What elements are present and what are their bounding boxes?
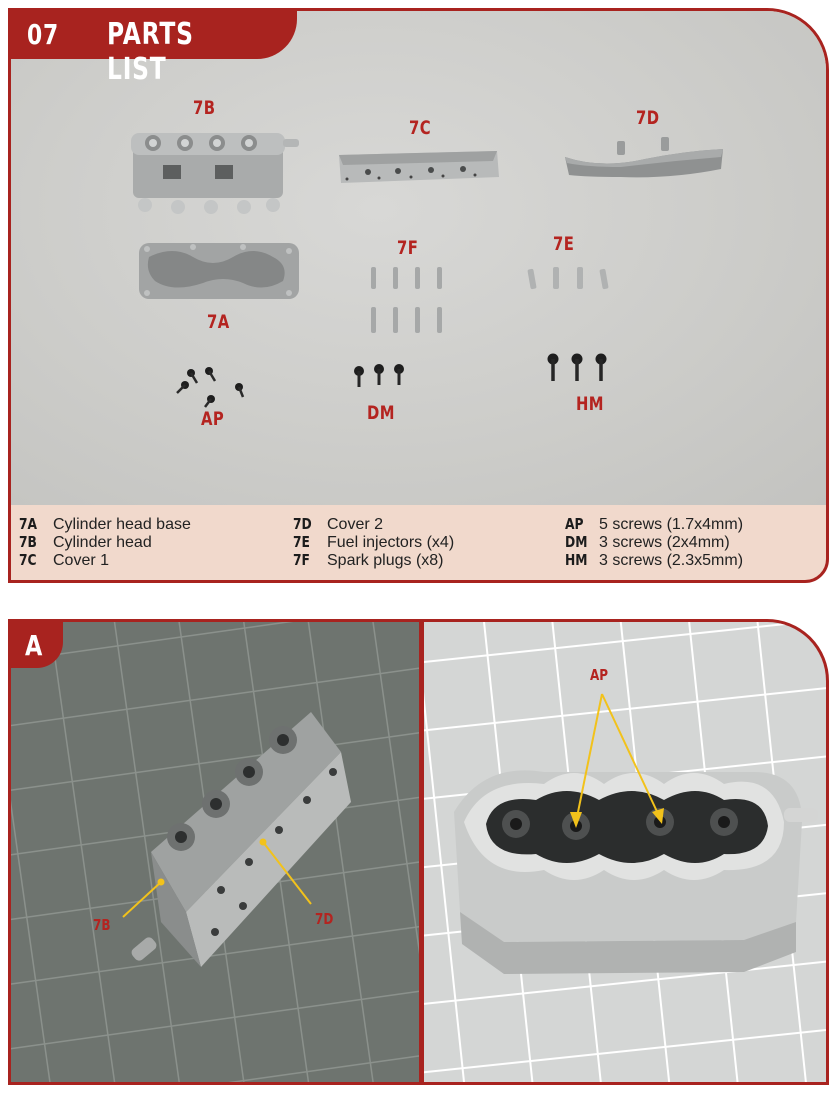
parts-list-panel xyxy=(8,8,829,583)
base-with-screws-image xyxy=(424,622,829,1082)
legend-code: DM xyxy=(565,533,588,551)
label-7e: 7E xyxy=(553,233,575,255)
legend-code: 7C xyxy=(19,551,37,569)
legend-name: Cylinder head base xyxy=(53,516,191,533)
part-7a-image xyxy=(133,235,305,307)
assembled-head-image xyxy=(11,622,419,1082)
page-header xyxy=(11,11,297,87)
step-a-right-photo xyxy=(424,622,829,1082)
legend-name: 3 screws (2x4mm) xyxy=(599,534,730,551)
step-letter: A xyxy=(25,629,43,662)
parts-legend xyxy=(11,505,826,583)
legend-name: 3 screws (2.3x5mm) xyxy=(599,552,744,569)
legend-item xyxy=(565,515,743,534)
legend-code: AP xyxy=(565,515,584,533)
legend-code: 7F xyxy=(293,551,310,569)
label-dm: DM xyxy=(367,402,395,424)
legend-item xyxy=(19,515,191,534)
part-dm-image xyxy=(349,363,409,393)
legend-code: 7E xyxy=(293,533,310,551)
legend-code: HM xyxy=(565,551,588,569)
label-7d: 7D xyxy=(636,107,660,129)
label-7b: 7B xyxy=(193,97,216,119)
label-7f: 7F xyxy=(397,237,419,259)
legend-item xyxy=(293,533,454,552)
legend-item xyxy=(19,551,109,570)
label-7c: 7C xyxy=(409,117,431,139)
callout-7d: 7D xyxy=(315,910,334,928)
legend-name: Cylinder head xyxy=(53,534,152,551)
legend-name: Cover 2 xyxy=(327,516,384,533)
part-ap-image xyxy=(171,363,251,413)
callout-7b: 7B xyxy=(93,916,111,934)
legend-code: 7A xyxy=(19,515,38,533)
legend-item xyxy=(293,515,383,534)
legend-name: Fuel injectors (x4) xyxy=(327,534,455,551)
legend-name: Cover 1 xyxy=(53,552,110,569)
legend-name: 5 screws (1.7x4mm) xyxy=(599,516,744,533)
step-a-panel xyxy=(8,619,829,1085)
label-7a: 7A xyxy=(207,311,230,333)
legend-item xyxy=(565,551,743,570)
label-hm: HM xyxy=(576,393,604,415)
label-ap: AP xyxy=(201,408,225,430)
part-hm-image xyxy=(543,353,613,389)
part-7e-image xyxy=(521,261,621,301)
part-7d-image xyxy=(561,135,731,185)
part-7b-image xyxy=(123,123,303,223)
legend-code: 7D xyxy=(293,515,312,533)
callout-ap: AP xyxy=(590,666,609,684)
part-7c-image xyxy=(333,147,503,197)
step-a-left-photo xyxy=(11,622,419,1082)
legend-item xyxy=(565,533,730,552)
part-7f-image xyxy=(363,263,453,343)
legend-code: 7B xyxy=(19,533,37,551)
legend-item xyxy=(293,551,444,570)
page-title: PARTS LIST xyxy=(107,17,194,87)
step-number: 07 xyxy=(27,18,59,51)
legend-item xyxy=(19,533,152,552)
legend-name: Spark plugs (x8) xyxy=(327,552,444,569)
